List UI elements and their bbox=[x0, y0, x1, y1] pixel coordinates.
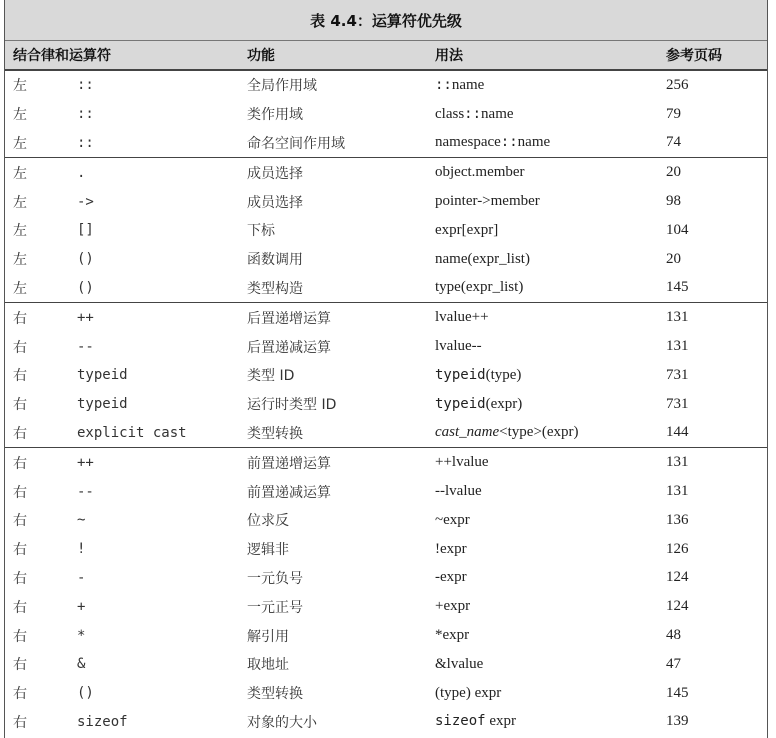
assoc-op-cell bbox=[5, 621, 240, 650]
usage-cell bbox=[432, 77, 664, 94]
usage-cell bbox=[432, 483, 664, 500]
usage-segment: class bbox=[435, 105, 465, 122]
page-cell: 124 bbox=[666, 598, 689, 615]
assoc-op-cell bbox=[5, 448, 240, 477]
usage-cell bbox=[432, 656, 664, 673]
operator: sizeof bbox=[77, 713, 128, 730]
usage-segment: :: bbox=[464, 105, 482, 122]
usage-segment: +expr bbox=[435, 598, 471, 615]
function-cell: 类型转换 bbox=[247, 425, 303, 442]
table-row bbox=[5, 564, 767, 593]
table-row bbox=[5, 187, 767, 216]
page-cell: 136 bbox=[666, 511, 689, 528]
usage-segment: typeid bbox=[435, 395, 486, 412]
row-group bbox=[5, 158, 767, 303]
usage-segment: ++lvalue bbox=[435, 454, 489, 471]
usage-cell bbox=[432, 251, 664, 268]
function-cell: 类型 ID bbox=[247, 368, 295, 385]
assoc-op-cell bbox=[5, 477, 240, 506]
operator: -> bbox=[77, 193, 94, 210]
operator: -- bbox=[77, 483, 94, 500]
associativity: 左 bbox=[13, 194, 27, 211]
usage-cell bbox=[432, 279, 664, 296]
table-row bbox=[5, 100, 767, 129]
assoc-op-cell bbox=[5, 592, 240, 621]
usage-segment: *expr bbox=[435, 627, 470, 644]
assoc-op-cell bbox=[5, 303, 240, 332]
assoc-op-cell bbox=[5, 564, 240, 593]
assoc-op-cell bbox=[5, 419, 240, 448]
operator: typeid bbox=[77, 396, 128, 413]
associativity: 右 bbox=[13, 397, 27, 414]
page-cell: 20 bbox=[666, 250, 681, 267]
assoc-op-cell bbox=[5, 245, 240, 274]
usage-cell bbox=[432, 454, 664, 471]
operator: :: bbox=[77, 134, 94, 151]
header-function: 功能 bbox=[247, 48, 275, 64]
usage-segment: typeid bbox=[435, 366, 486, 383]
usage-cell bbox=[432, 713, 664, 730]
usage-cell bbox=[432, 598, 664, 615]
precedence-table bbox=[4, 0, 768, 738]
operator: ! bbox=[77, 541, 86, 558]
page-cell: 20 bbox=[666, 164, 681, 181]
usage-segment: type(expr_list) bbox=[435, 279, 524, 296]
associativity: 右 bbox=[13, 657, 27, 674]
function-cell: 运行时类型 ID bbox=[247, 397, 337, 414]
operator: + bbox=[77, 598, 86, 615]
assoc-op-cell bbox=[5, 71, 240, 100]
row-group bbox=[5, 448, 767, 736]
usage-segment: expr[expr] bbox=[435, 221, 499, 238]
function-cell: 解引用 bbox=[247, 628, 289, 645]
usage-cell bbox=[432, 512, 664, 529]
operator: -- bbox=[77, 338, 94, 355]
associativity: 右 bbox=[13, 686, 27, 703]
table-row bbox=[5, 708, 767, 737]
page-cell: 74 bbox=[666, 134, 681, 151]
operator: () bbox=[77, 685, 94, 702]
operator: - bbox=[77, 569, 86, 586]
function-cell: 类型转换 bbox=[247, 686, 303, 703]
page-cell: 126 bbox=[666, 540, 689, 557]
usage-cell bbox=[432, 541, 664, 558]
assoc-op-cell bbox=[5, 679, 240, 708]
page-cell: 104 bbox=[666, 221, 689, 238]
function-cell: 逻辑非 bbox=[247, 542, 289, 559]
function-cell: 前置递增运算 bbox=[247, 455, 331, 472]
page-cell: 131 bbox=[666, 454, 689, 471]
table-row bbox=[5, 274, 767, 303]
associativity: 右 bbox=[13, 425, 27, 442]
assoc-op-cell bbox=[5, 129, 240, 158]
assoc-op-cell bbox=[5, 100, 240, 129]
page-cell: 139 bbox=[666, 713, 689, 730]
function-cell: 后置递增运算 bbox=[247, 310, 331, 327]
function-cell: 命名空间作用域 bbox=[247, 135, 345, 152]
associativity: 右 bbox=[13, 484, 27, 501]
usage-segment: cast_name bbox=[435, 424, 500, 441]
associativity: 右 bbox=[13, 570, 27, 587]
function-cell: 后置递减运算 bbox=[247, 339, 331, 356]
usage-cell bbox=[432, 569, 664, 586]
row-group bbox=[5, 303, 767, 448]
function-cell: 一元正号 bbox=[247, 599, 303, 616]
function-cell: 对象的大小 bbox=[247, 714, 317, 731]
table-title: 表 4.4：运算符优先级 bbox=[5, 0, 767, 41]
usage-segment: object.member bbox=[435, 164, 525, 181]
table-row bbox=[5, 592, 767, 621]
function-cell: 取地址 bbox=[247, 657, 289, 674]
associativity: 右 bbox=[13, 513, 27, 530]
usage-segment: name bbox=[481, 105, 514, 122]
table-row bbox=[5, 129, 767, 158]
operator: [] bbox=[77, 222, 94, 239]
table-row bbox=[5, 216, 767, 245]
page-cell: 79 bbox=[666, 105, 681, 122]
usage-segment: lvalue++ bbox=[435, 309, 489, 326]
operator: ~ bbox=[77, 512, 86, 529]
usage-cell bbox=[432, 367, 664, 384]
usage-cell bbox=[432, 222, 664, 239]
page-cell: 256 bbox=[666, 76, 689, 93]
associativity: 左 bbox=[13, 280, 27, 297]
usage-segment: :: bbox=[500, 134, 518, 151]
associativity: 右 bbox=[13, 599, 27, 616]
associativity: 右 bbox=[13, 339, 27, 356]
assoc-op-cell bbox=[5, 535, 240, 564]
table-row bbox=[5, 303, 767, 332]
header-page: 参考页码 bbox=[666, 48, 722, 64]
usage-cell bbox=[432, 134, 664, 151]
function-cell: 成员选择 bbox=[247, 165, 303, 182]
usage-cell bbox=[432, 309, 664, 326]
function-cell: 位求反 bbox=[247, 513, 289, 530]
table-row bbox=[5, 332, 767, 361]
associativity: 右 bbox=[13, 628, 27, 645]
usage-cell bbox=[432, 164, 664, 181]
table-row bbox=[5, 506, 767, 535]
usage-cell bbox=[432, 193, 664, 210]
table-row bbox=[5, 621, 767, 650]
assoc-op-cell bbox=[5, 390, 240, 419]
table-row bbox=[5, 535, 767, 564]
usage-segment: -expr bbox=[435, 569, 467, 586]
row-group bbox=[5, 71, 767, 158]
associativity: 右 bbox=[13, 542, 27, 559]
usage-segment: name bbox=[451, 76, 485, 93]
associativity: 左 bbox=[13, 78, 27, 95]
page-cell: 145 bbox=[666, 684, 689, 701]
table-row bbox=[5, 71, 767, 100]
associativity: 右 bbox=[13, 368, 27, 385]
usage-cell bbox=[432, 685, 664, 702]
page-cell: 144 bbox=[666, 424, 689, 441]
function-cell: 类型构造 bbox=[247, 280, 303, 297]
table-row bbox=[5, 679, 767, 708]
function-cell: 全局作用域 bbox=[247, 78, 317, 95]
usage-segment: !expr bbox=[435, 540, 467, 557]
associativity: 左 bbox=[13, 107, 27, 124]
function-cell: 下标 bbox=[247, 223, 275, 240]
page-cell: 731 bbox=[666, 366, 689, 383]
page-cell: 131 bbox=[666, 483, 689, 500]
function-cell: 成员选择 bbox=[247, 194, 303, 211]
usage-cell bbox=[432, 424, 664, 441]
usage-cell bbox=[432, 106, 664, 123]
associativity: 右 bbox=[13, 714, 27, 731]
operator: ++ bbox=[77, 309, 94, 326]
usage-cell bbox=[432, 338, 664, 355]
assoc-op-cell bbox=[5, 216, 240, 245]
operator: ++ bbox=[77, 454, 94, 471]
table-row bbox=[5, 390, 767, 419]
operator: typeid bbox=[77, 367, 128, 384]
function-cell: 类作用域 bbox=[247, 107, 303, 124]
operator: () bbox=[77, 279, 94, 296]
associativity: 左 bbox=[13, 135, 27, 152]
function-cell: 前置递减运算 bbox=[247, 484, 331, 501]
page-cell: 98 bbox=[666, 193, 681, 210]
table-row bbox=[5, 361, 767, 390]
assoc-op-cell bbox=[5, 361, 240, 390]
assoc-op-cell bbox=[5, 332, 240, 361]
associativity: 左 bbox=[13, 223, 27, 240]
usage-cell bbox=[432, 396, 664, 413]
operator: explicit cast bbox=[77, 424, 187, 441]
usage-cell bbox=[432, 627, 664, 644]
table-row bbox=[5, 245, 767, 274]
usage-segment: (type) expr bbox=[435, 684, 502, 701]
header-assoc-op-label: 结合律和运算符 bbox=[13, 48, 111, 64]
function-cell: 函数调用 bbox=[247, 252, 303, 269]
operator: * bbox=[77, 627, 86, 644]
operator: :: bbox=[77, 106, 94, 123]
page-cell: 131 bbox=[666, 309, 689, 326]
associativity: 右 bbox=[13, 455, 27, 472]
usage-segment: ~expr bbox=[435, 511, 470, 528]
usage-segment: namespace bbox=[435, 134, 501, 151]
page-cell: 731 bbox=[666, 395, 689, 412]
table-row bbox=[5, 419, 767, 448]
page-cell: 47 bbox=[666, 655, 681, 672]
operator: :: bbox=[77, 77, 94, 94]
table-header-row bbox=[5, 41, 767, 71]
header-usage: 用法 bbox=[435, 48, 463, 64]
operator: . bbox=[77, 164, 86, 181]
usage-segment: <type>(expr) bbox=[499, 424, 579, 441]
usage-segment: (type) bbox=[485, 366, 522, 383]
usage-segment: (expr) bbox=[485, 395, 523, 412]
table-row bbox=[5, 477, 767, 506]
table-body bbox=[5, 71, 767, 736]
usage-segment: --lvalue bbox=[435, 483, 482, 500]
page-cell: 48 bbox=[666, 627, 681, 644]
associativity: 左 bbox=[13, 252, 27, 269]
table-row bbox=[5, 448, 767, 477]
associativity: 右 bbox=[13, 310, 27, 327]
header-assoc-op bbox=[5, 41, 240, 69]
operator: & bbox=[77, 656, 86, 673]
assoc-op-cell bbox=[5, 506, 240, 535]
usage-segment: expr bbox=[485, 713, 516, 730]
assoc-op-cell bbox=[5, 650, 240, 679]
page-cell: 131 bbox=[666, 338, 689, 355]
usage-segment: :: bbox=[435, 76, 452, 93]
page-cell: 145 bbox=[666, 279, 689, 296]
assoc-op-cell bbox=[5, 187, 240, 216]
function-cell: 一元负号 bbox=[247, 570, 303, 587]
table-row bbox=[5, 650, 767, 679]
assoc-op-cell bbox=[5, 158, 240, 187]
usage-segment: &lvalue bbox=[435, 655, 484, 672]
assoc-op-cell bbox=[5, 274, 240, 303]
page-cell: 124 bbox=[666, 569, 689, 586]
operator: () bbox=[77, 251, 94, 268]
usage-segment: name bbox=[517, 134, 551, 151]
table-row bbox=[5, 158, 767, 187]
assoc-op-cell bbox=[5, 708, 240, 737]
usage-segment: sizeof bbox=[435, 713, 486, 730]
usage-segment: pointer->member bbox=[435, 193, 540, 210]
associativity: 左 bbox=[13, 165, 27, 182]
usage-segment: name(expr_list) bbox=[435, 250, 530, 267]
usage-segment: lvalue-- bbox=[435, 338, 482, 355]
